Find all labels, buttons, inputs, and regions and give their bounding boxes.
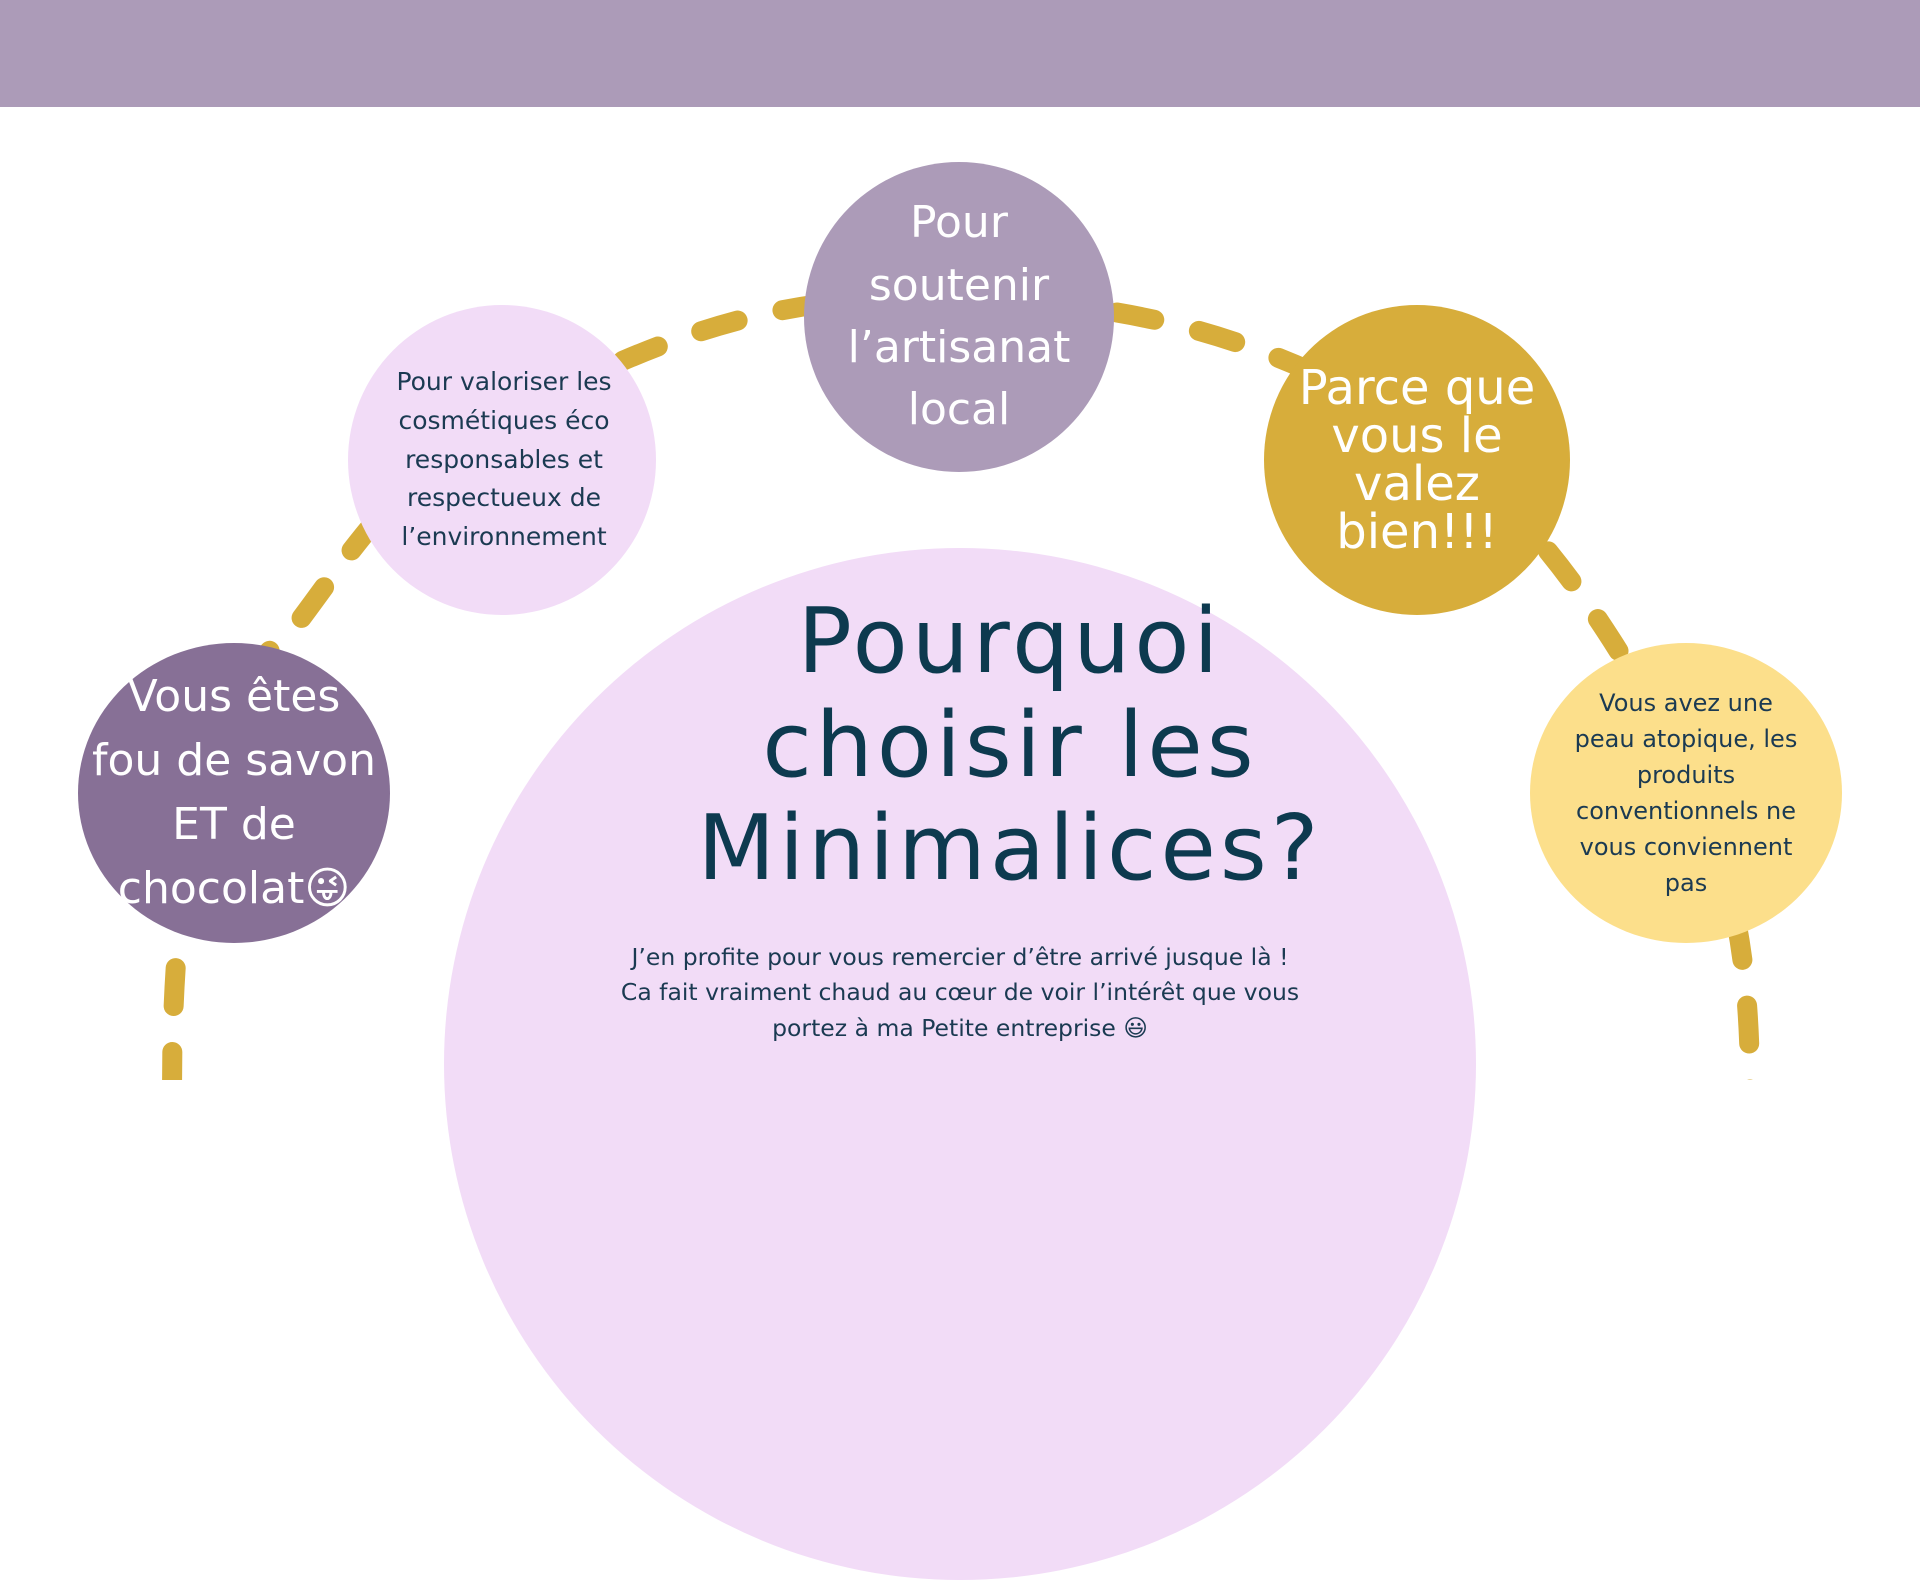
- reason-circle-artisanat: [804, 162, 1114, 472]
- thank-you-note: [540, 940, 1380, 1046]
- reason-line: l’environnement: [401, 522, 607, 552]
- reason-line: soutenir: [868, 259, 1050, 311]
- reason-line: peau atopique, les: [1574, 725, 1798, 753]
- reason-line: local: [907, 384, 1011, 436]
- page-title: [560, 590, 1460, 901]
- reason-line: produits: [1636, 761, 1736, 789]
- reason-line: Vous êtes: [127, 671, 341, 723]
- reason-circle-atopique: [1530, 643, 1842, 943]
- reason-line: cosmétiques éco: [398, 405, 610, 435]
- reason-circle-chocolate: [78, 643, 390, 943]
- reason-line: vous le: [1331, 408, 1503, 464]
- reason-line: Pour valoriser les: [396, 367, 612, 397]
- reason-line: chocolat😜: [117, 862, 351, 914]
- reason-line: conventionnels ne: [1576, 797, 1796, 825]
- title-line-1: Pourquoi: [797, 589, 1223, 694]
- reason-line: Parce que: [1298, 360, 1536, 416]
- reason-line: bien!!!: [1336, 504, 1498, 560]
- reason-circle-eco: [348, 305, 656, 615]
- reason-line: Vous avez une: [1599, 689, 1773, 717]
- thanks-line-2: Ca fait vraiment chaud au cœur de voir l’intérêt que vous: [620, 978, 1300, 1007]
- thanks-line-3: portez à ma Petite entreprise 😃: [772, 1013, 1148, 1042]
- reason-line: pas: [1664, 869, 1708, 897]
- reason-line: l’artisanat: [847, 322, 1071, 373]
- title-line-3: Minimalices?: [697, 796, 1323, 901]
- reason-line: fou de savon: [91, 735, 376, 787]
- reason-circle-valez-bien: [1264, 305, 1570, 615]
- reason-line: ET de: [172, 799, 296, 850]
- reason-line: responsables et: [405, 444, 603, 474]
- reason-line: respectueux de: [407, 483, 601, 513]
- reason-line: valez: [1354, 456, 1480, 512]
- title-line-2: choisir les: [762, 692, 1258, 798]
- thanks-line-1: J’en profite pour vous remercier d’être arrivé jusque là !: [631, 943, 1289, 971]
- reason-line: Pour: [910, 197, 1008, 249]
- reason-line: vous conviennent: [1579, 833, 1793, 861]
